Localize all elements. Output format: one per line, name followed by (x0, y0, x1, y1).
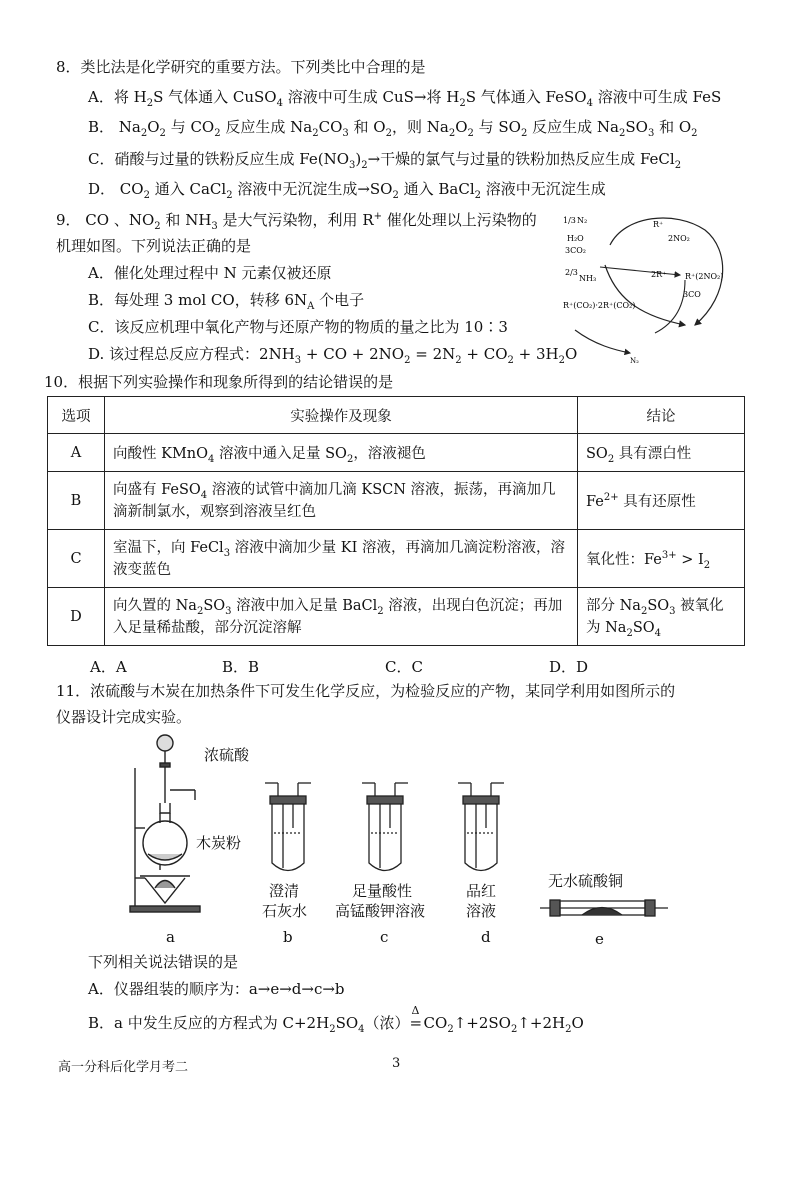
q8-stem: 8．类比法是化学研究的重要方法。下列类比中合理的是 (56, 58, 426, 76)
label-d-letter: d (481, 928, 491, 946)
q10-answer-c: C．C (385, 658, 423, 676)
diagram-rno2: R⁺(2NO₂) (685, 272, 724, 281)
q11-sub-stem: 下列相关说法错误的是 (88, 953, 239, 971)
row-option: D (48, 588, 105, 646)
label-e: 无水硫酸铜 (548, 872, 624, 890)
diagram-co: 3CO (683, 290, 701, 299)
diagram-frac2: 2/3 (565, 268, 578, 277)
apparatus-c (362, 783, 408, 871)
q11-option-a: A．仪器组装的顺序为：a→e→d→c→b (88, 980, 345, 998)
row-conclusion: $SO_2$ 具有漂白性 (578, 434, 745, 472)
diagram-no2: 2NO₂ (668, 234, 690, 243)
table-header-row (48, 397, 745, 434)
q9-stem: 9． CO 、$NO_2$ 和 $NH_3$ 是大气污染物，利用 R+ 催化处理以上污染物的 (56, 211, 537, 232)
label-c2: 高锰酸钾溶液 (335, 902, 426, 920)
q9-option-c: C．该反应机理中氧化产物与还原产物的物质的量之比为 10∶3 (88, 318, 508, 336)
diagram-r: R⁺ (653, 220, 664, 229)
q8-option-a: A．将 $H_2S$ 气体通入 CuSO$_4$ 溶液中可生成 CuS→将 $H_2S$ 气体通入 FeSO$_4$ 溶液中可生成 FeS (88, 88, 722, 109)
diagram-nh3: NH₃ (579, 274, 597, 283)
q11-stem-line2: 仪器设计完成实验。 (56, 708, 192, 726)
diagram-frac1: 1/3 (563, 216, 576, 225)
header-option: 选项 (48, 397, 105, 434)
q8-option-b: B． $Na_2O_2$ 与 $CO_2$ 反应生成 $Na_2CO_3$ 和 $O_2$，则 $Na_2O_2$ 与 $SO_2$ 反应生成 $Na_2SO_3$ 和 $O_2$ (88, 118, 698, 139)
diagram-n2: N₂ (577, 216, 588, 225)
q11-stem: 11．浓硫酸与木炭在加热条件下可发生化学反应，为检验反应的产物，某同学利用如图所示的 (56, 682, 676, 700)
row-operation: 向久置的 $Na_2SO_3$ 溶液中加入足量 BaCl$_2$ 溶液，出现白色沉淀；再加入足量稀盐酸，部分沉淀溶解 (105, 588, 578, 646)
q10-answer-b: B．B (222, 658, 260, 676)
diagram-rco: R⁺(CO₂)·2R⁺(CO₂) (563, 301, 636, 310)
q8-option-c: C．硝酸与过量的铁粉反应生成 $Fe(NO_3)_2\to$干燥的氯气与过量的铁粉加热反应生成 FeCl$_2$ (88, 150, 682, 171)
row-option: B (48, 472, 105, 530)
page-number: 3 (392, 1056, 401, 1071)
q8-option-d: D． $CO_2$ 通入 CaCl$_2$ 溶液中无沉淀生成$\to SO_2$ 通入 BaCl$_2$ 溶液中无沉淀生成 (88, 180, 606, 201)
row-option: C (48, 530, 105, 588)
header-conclusion: 结论 (578, 397, 745, 434)
row-operation: 向盛有 FeSO$_4$ 溶液的试管中滴加几滴 KSCN 溶液，振荡，再滴加几滴新制氯水，观察到溶液呈红色 (105, 472, 578, 530)
diagram-co2: 3CO₂ (565, 246, 586, 255)
row-conclusion: 部分 $Na_2SO_3$ 被氧化为 $Na_2SO_4$ (578, 588, 745, 646)
diagram-r2: 2R⁺ (651, 270, 667, 279)
q11-option-b: B．a 中发生反应的方程式为 $C+2H_2SO_4$（浓） Δ $=CO_2↑+2SO_2↑+2H_2O$ (88, 1004, 584, 1035)
label-e-letter: e (595, 930, 604, 948)
label-c1: 足量酸性 (352, 882, 413, 900)
label-acid: 浓硫酸 (204, 746, 250, 764)
label-charcoal: 木炭粉 (196, 834, 242, 852)
q9-option-d: D. 该过程总反应方程式：$2NH_3$ + CO + $2NO_2 = 2N_2 + CO_2 + 3H_2O$ (88, 345, 578, 366)
row-conclusion: $Fe^{2+}$ 具有还原性 (578, 472, 745, 530)
label-c-letter: c (380, 928, 389, 946)
q10-table (47, 396, 745, 646)
q10-answer-a: A．A (90, 658, 127, 676)
q9-stem-line2: 机理如图。下列说法正确的是 (56, 237, 252, 255)
table-row (48, 588, 745, 646)
q10-stem: 10．根据下列实验操作和现象所得到的结论错误的是 (44, 373, 394, 391)
row-conclusion: 氧化性：$Fe^{3+} > I_2$ (578, 530, 745, 588)
apparatus-e (540, 900, 668, 916)
apparatus-a (130, 735, 200, 912)
row-option: A (48, 434, 105, 472)
label-b1: 澄清 (269, 882, 300, 900)
table-row (48, 434, 745, 472)
label-b-letter: b (283, 928, 293, 946)
q9-option-a: A．催化处理过程中 N 元素仅被还原 (88, 264, 332, 282)
header-operation: 实验操作及现象 (105, 397, 578, 434)
diagram-n2b: N₂ (630, 357, 639, 365)
apparatus-b (265, 783, 311, 871)
label-b2: 石灰水 (262, 902, 308, 920)
label-d2: 溶液 (466, 902, 497, 920)
diagram-h2o: H₂O (567, 234, 584, 243)
q10-answer-d: D．D (549, 658, 589, 676)
table-row (48, 472, 745, 530)
row-operation: 室温下，向 FeCl$_3$ 溶液中滴加少量 KI 溶液，再滴加几滴淀粉溶液，溶液变蓝色 (105, 530, 578, 588)
table-row (48, 530, 745, 588)
row-operation: 向酸性 KMnO$_4$ 溶液中通入足量 $SO_2$，溶液褪色 (105, 434, 578, 472)
label-a-letter: a (166, 928, 175, 946)
footer-title: 高一分科后化学月考二 (58, 1060, 189, 1075)
q9-mechanism-diagram (555, 205, 745, 365)
q9-option-b: B．每处理 3 mol CO，转移 $6N_A$ 个电子 (88, 291, 365, 312)
apparatus-d (458, 783, 504, 871)
label-d1: 品红 (466, 882, 497, 900)
